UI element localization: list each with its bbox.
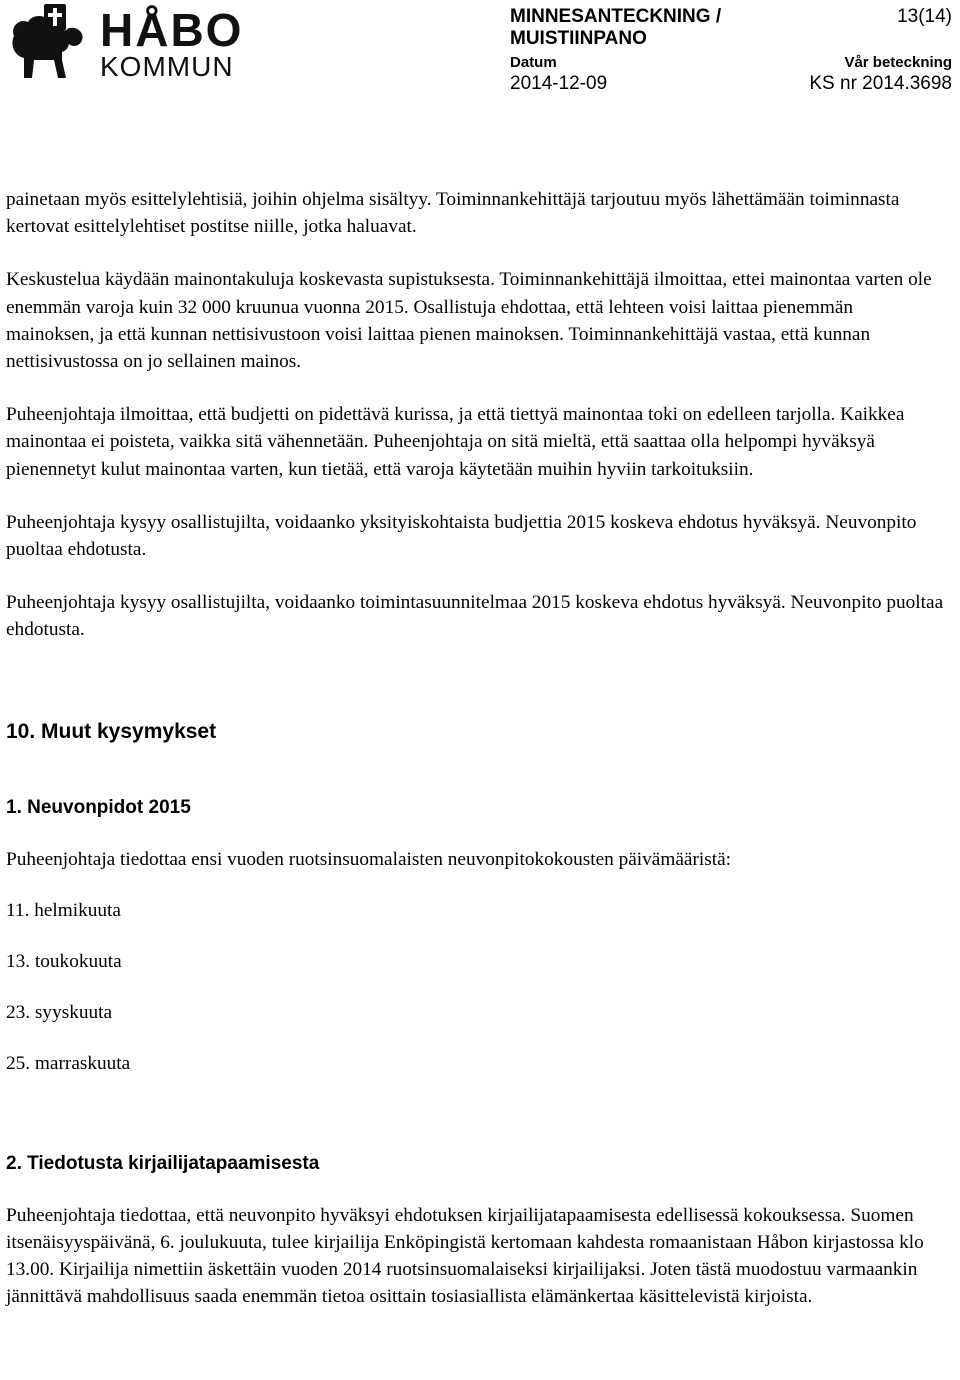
page-number: 13(14): [897, 6, 952, 27]
paragraph-advertising-costs: Keskustelua käydään mainontakuluja koskevasta supistuksesta. Toiminnankehittäjä ilmoittaa, ettei mainontaa varten ole enemmän varoja kuin 32 000 kruunua vuonna 2015. Osallistuja ehdottaa, että lehteen voisi laittaa pienemmän mainoksen, ja että kunnan nettisivustoon voisi laittaa pienen mainoksen. Toiminnankehittäjä vastaa, että kunnan nettisivustossa on jo sellainen mainos.: [6, 269, 932, 373]
subsection-1-intro: Puheenjohtaja tiedottaa ensi vuoden ruotsinsuomalaisten neuvonpitokokousten päivämääristä:: [6, 848, 732, 870]
list-item: 13. toukokuuta: [6, 950, 122, 972]
document-title: MINNESANTECKNING / MUISTIINPANO: [510, 6, 722, 49]
list-item: 11. helmikuuta: [6, 899, 121, 921]
subsection-2-heading: 2. Tiedotusta kirjailijatapaamisesta: [6, 1152, 320, 1174]
document-body: [6, 186, 946, 1311]
meeting-dates-list: [6, 873, 946, 1077]
reference-label: Vår beteckning: [844, 54, 952, 71]
logo-name: HÅBO: [100, 4, 244, 56]
reference-value: KS nr 2014.3698: [809, 73, 952, 94]
document-header: [0, 0, 960, 110]
logo-subtitle: KOMMUN: [100, 51, 234, 82]
paragraph-budget-discipline: Puheenjohtaja ilmoittaa, että budjetti on pidettävä kurissa, ja että tiettyä mainontaa toki on edelleen tarjolla. Kaikkea mainontaa ei poisteta, vaikka sitä vähennetään. Puheenjohtaja on sitä mieltä, että saattaa olla helpompi hyväksyä pienennetyt kulut mainontaa varten, kun tietää, että varoja käytetään muihin hyviin tarkoituksiin.: [6, 404, 905, 480]
section-10-heading: 10. Muut kysymykset: [6, 719, 217, 743]
paragraph-budget-approval: Puheenjohtaja kysyy osallistujilta, voidaanko yksityiskohtaista budjettia 2015 koskeva ehdotus hyväksyä. Neuvonpito puoltaa ehdotusta.: [6, 511, 917, 561]
sheep-emblem-icon: [4, 2, 96, 82]
logo-wordmark: [100, 4, 244, 82]
date-label: Datum: [510, 54, 557, 71]
list-item: 25. marraskuuta: [6, 1052, 131, 1074]
paragraph-action-plan-approval: Puheenjohtaja kysyy osallistujilta, voidaanko toimintasuunnitelmaa 2015 koskeva ehdotus hyväksyä. Neuvonpito puoltaa ehdotusta.: [6, 592, 944, 641]
paragraph-intro-brochures: painetaan myös esittelylehtisiä, joihin ohjelma sisältyy. Toiminnankehittäjä tarjoutuu myös lähettämään toiminnasta kertovat esittelylehtiset postitse niille, jotka haluavat.: [6, 189, 900, 238]
list-item: 23. syyskuuta: [6, 1001, 113, 1023]
habo-kommun-logo: [4, 2, 244, 82]
date-value: 2014-12-09: [510, 73, 608, 94]
subsection-1-heading: 1. Neuvonpidot 2015: [6, 796, 191, 818]
subsection-2-text: Puheenjohtaja tiedottaa, että neuvonpito hyväksyi ehdotuksen kirjailijatapaamisesta edellisessä kokouksessa. Suomen itsenäisyyspäivänä, 6. joulukuuta, tulee kirjailija Enköpingistä kertomaan kahdesta romaanistaan Håbon kirjastossa klo 13.00. Kirjailija nimettiin äskettäin vuoden 2014 ruotsinsuomalaiseksi kirjailijaksi. Joten tästä muodostuu varmaankin jännittävä mahdollisuus saada enemmän tietoa osittain tosiasiallista elämänkertaa käsittelevistä kirjoista.: [6, 1204, 924, 1308]
